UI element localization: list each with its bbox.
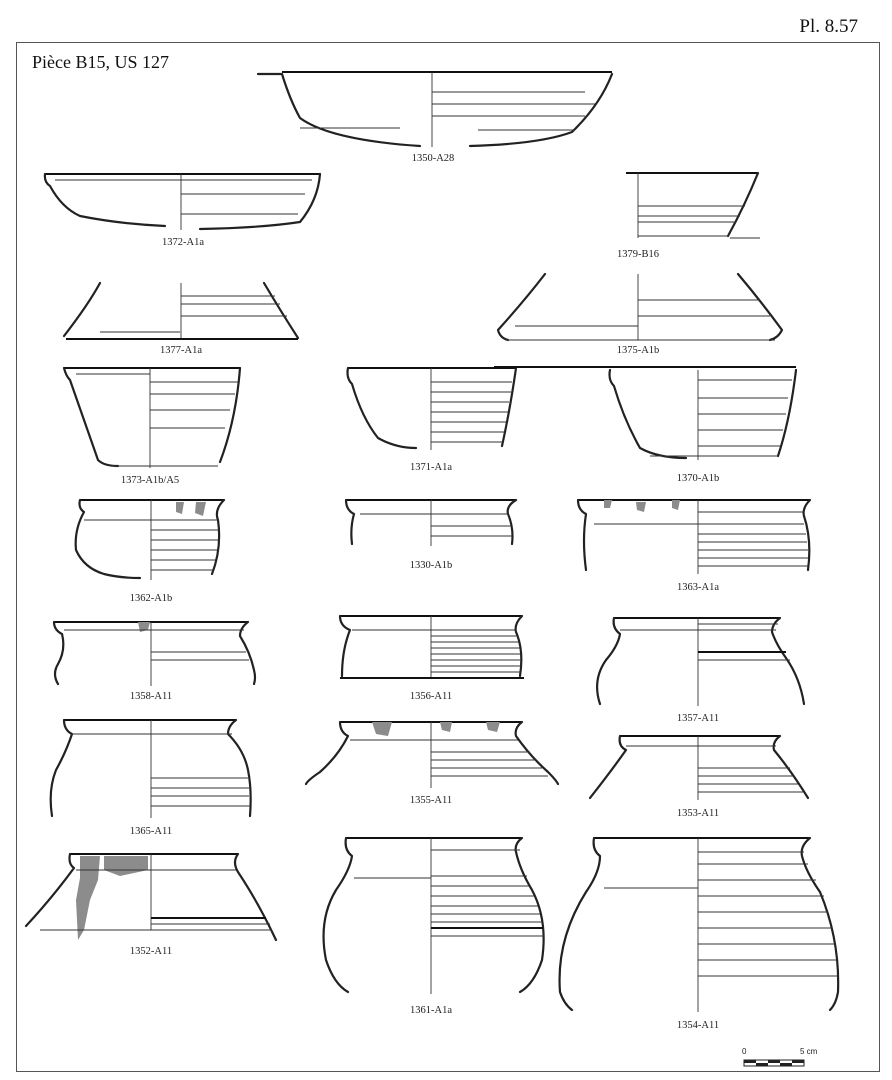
vessel-label-1375: 1375-A1b	[616, 345, 660, 356]
vessel-label-1354: 1354-A11	[676, 1020, 720, 1031]
scale-end-label: 5 cm	[800, 1047, 818, 1056]
vessel-label-1377: 1377-A1a	[160, 345, 202, 356]
vessel-drawing-1373	[64, 368, 240, 486]
vessel-drawing-1372	[45, 174, 320, 248]
vessel-drawing-1375	[498, 274, 782, 356]
vessel-label-1372: 1372-A1a	[162, 237, 204, 248]
vessel-label-1361: 1361-A1a	[410, 1005, 452, 1016]
vessel-label-1370: 1370-A1b	[676, 473, 720, 484]
vessel-drawing-1377	[64, 283, 298, 356]
vessel-drawing-1354	[560, 838, 839, 1031]
vessel-drawing-1379	[617, 173, 760, 260]
vessel-drawing-1365	[51, 720, 251, 837]
scale-segment	[768, 1060, 780, 1063]
scale-segment	[780, 1063, 792, 1066]
plate-title: Pièce B15, US 127	[32, 52, 169, 72]
vessel-drawing-1361	[324, 838, 544, 1016]
vessel-label-1330: 1330-A1b	[409, 560, 453, 571]
vessel-label-1356: 1356-A11	[409, 691, 453, 702]
vessel-drawing-1355	[306, 722, 558, 806]
vessel-label-1362: 1362-A1b	[129, 593, 173, 604]
vessel-drawing-1356	[340, 616, 524, 702]
scale-bar	[742, 1047, 818, 1066]
vessel-drawing-1370	[494, 367, 796, 484]
vessel-label-1371: 1371-A1a	[410, 462, 452, 473]
vessel-drawing-1371	[348, 368, 517, 473]
vessel-label-1358: 1358-A11	[129, 691, 173, 702]
plate-number: Pl. 8.57	[799, 16, 858, 37]
vessel-drawing-1330	[346, 500, 516, 571]
vessel-label-1350: 1350-A28	[411, 153, 455, 164]
vessel-label-1352: 1352-A11	[129, 946, 173, 957]
scale-segment	[744, 1060, 756, 1063]
vessel-drawing-1353	[590, 736, 808, 819]
vessel-label-1353: 1353-A11	[676, 808, 720, 819]
vessel-drawing-1362	[76, 500, 224, 604]
vessel-label-1357: 1357-A11	[676, 713, 720, 724]
vessel-label-1363: 1363-A1a	[677, 582, 719, 593]
vessel-drawing-1358	[54, 622, 255, 702]
vessel-drawing-1357	[597, 618, 804, 724]
vessel-label-1373: 1373-A1b/A5	[120, 475, 180, 486]
vessel-label-1365: 1365-A11	[129, 826, 173, 837]
scale-segment	[792, 1060, 804, 1063]
scale-segment	[756, 1063, 768, 1066]
vessel-drawing-1363	[578, 500, 810, 593]
vessel-drawing-1350	[258, 72, 612, 164]
scale-start-label: 0	[742, 1047, 747, 1056]
vessel-label-1379: 1379-B16	[617, 249, 659, 260]
vessel-drawing-1352	[26, 854, 276, 957]
vessel-label-1355: 1355-A11	[409, 795, 453, 806]
